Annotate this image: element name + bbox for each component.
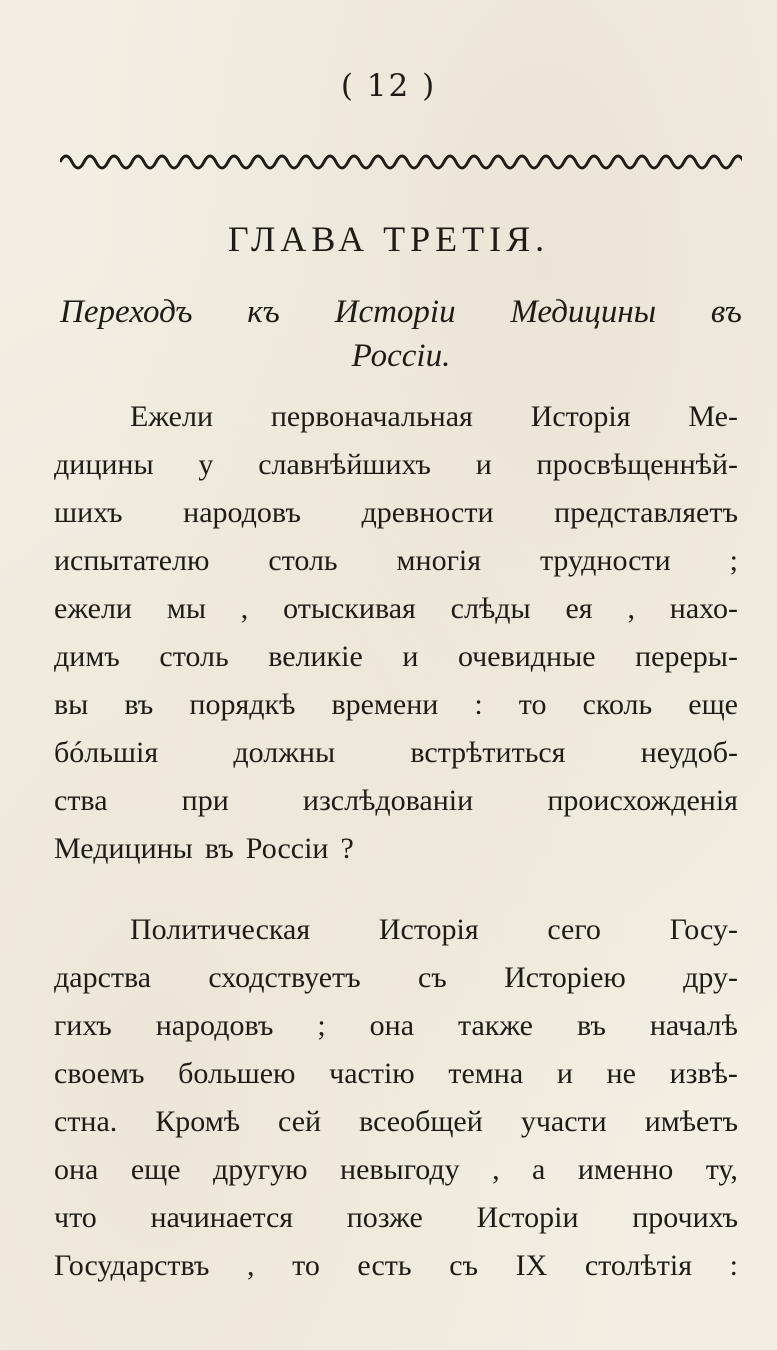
word: она <box>54 1153 99 1186</box>
chapter-title: ГЛАВА ТРЕТІЯ. <box>227 219 550 259</box>
word: имѣетъ <box>644 1105 738 1138</box>
word: ства <box>54 784 108 817</box>
word: Исторіи <box>476 1201 579 1234</box>
word: Медицины <box>54 832 193 865</box>
word: еще <box>688 688 738 721</box>
word: гихъ <box>54 1009 112 1042</box>
word: ; <box>317 1009 326 1042</box>
word: народовъ <box>155 1009 274 1042</box>
word: испытателю <box>54 544 210 577</box>
text-line <box>54 393 738 441</box>
word: дарства <box>54 961 152 994</box>
subtitle-line: Россіи. <box>351 338 451 374</box>
word: встрѣтиться <box>410 736 566 769</box>
subtitle-word: Медицины <box>510 294 657 330</box>
word: въ <box>576 1009 606 1042</box>
word: въ <box>204 832 234 865</box>
word: также <box>457 1009 533 1042</box>
word: у <box>198 448 214 481</box>
word: столь <box>268 544 338 577</box>
word: мы <box>166 592 206 625</box>
word: времени <box>331 688 439 721</box>
word: сего <box>547 913 601 946</box>
word: и <box>556 1057 573 1090</box>
word: большею <box>178 1057 296 1090</box>
word: бóльшія <box>54 736 159 769</box>
text-line <box>54 1194 738 1242</box>
word: ; <box>729 544 738 577</box>
word: ея <box>565 592 593 625</box>
text-line <box>54 537 738 585</box>
paragraph <box>54 393 738 873</box>
word: то <box>518 688 547 721</box>
word: позже <box>346 1201 423 1234</box>
word: Исторіею <box>504 961 626 994</box>
word: Ме- <box>688 400 738 433</box>
word: ? <box>340 832 354 865</box>
text-line <box>54 441 738 489</box>
word: Ежели <box>130 400 213 433</box>
word: прочихъ <box>632 1201 738 1234</box>
page-number: ( 12 ) <box>340 68 437 104</box>
text-line <box>54 1146 738 1194</box>
word: : <box>474 688 483 721</box>
word: участи <box>520 1105 607 1138</box>
word: она <box>369 1009 415 1042</box>
word: слѣды <box>450 592 531 625</box>
word: началѣ <box>649 1009 738 1042</box>
word: своемъ <box>54 1057 145 1090</box>
text-line <box>54 681 738 729</box>
word: дру- <box>683 961 738 994</box>
word: просвѣщеннѣй- <box>536 448 738 481</box>
subtitle-word: Исторіи <box>334 294 456 330</box>
ornamental-divider <box>60 148 742 170</box>
word: изслѣдованіи <box>302 784 474 817</box>
word: не <box>606 1057 636 1090</box>
word: съ <box>449 1249 479 1282</box>
word: темна <box>448 1057 524 1090</box>
word: первоначальная <box>270 400 473 433</box>
word: извѣ- <box>669 1057 738 1090</box>
word: очевидные <box>457 640 596 673</box>
word: славнѣйшихъ <box>258 448 431 481</box>
word: , <box>240 592 249 625</box>
word: , <box>627 592 635 625</box>
word: представляетъ <box>554 496 738 529</box>
word: нахо- <box>669 592 738 625</box>
word: шихъ <box>54 496 123 529</box>
word: всеобщей <box>359 1105 483 1138</box>
word: дицины <box>54 448 154 481</box>
word: Россіи <box>245 832 329 865</box>
word: народовъ <box>183 496 301 529</box>
subtitle-word: Переходъ <box>60 294 193 330</box>
word: что <box>54 1201 97 1234</box>
word: порядкѣ <box>189 688 296 721</box>
text-line <box>54 1050 738 1098</box>
text-line <box>54 1242 738 1290</box>
word: еще <box>130 1153 181 1186</box>
text-line <box>54 825 738 873</box>
word: при <box>181 784 229 817</box>
word: другую <box>212 1153 308 1186</box>
paragraph <box>54 906 738 1290</box>
word: переры- <box>635 640 738 673</box>
word: Исторія <box>530 400 631 433</box>
word: многія <box>396 544 482 577</box>
word: сходствуетъ <box>208 961 361 994</box>
word: столѣтія <box>584 1249 692 1282</box>
word: димъ <box>54 640 120 673</box>
word: сколь <box>582 688 653 721</box>
text-line <box>54 1002 738 1050</box>
text-line <box>54 954 738 1002</box>
word: столь <box>159 640 229 673</box>
word: начинается <box>150 1201 294 1234</box>
word: , <box>492 1153 500 1186</box>
subtitle-word: въ <box>710 294 742 330</box>
word: Исторія <box>378 913 479 946</box>
subtitle-word: къ <box>247 294 280 330</box>
word: и <box>475 448 492 481</box>
subtitle-line <box>60 290 742 334</box>
text-line <box>54 1098 738 1146</box>
word: , <box>247 1249 255 1282</box>
word: частію <box>329 1057 415 1090</box>
word: сей <box>278 1105 322 1138</box>
word: должны <box>233 736 336 769</box>
word: Политическая <box>130 913 311 946</box>
word: съ <box>417 961 447 994</box>
word: IX <box>515 1249 548 1282</box>
text-line <box>54 633 738 681</box>
word: есть <box>357 1249 412 1282</box>
word: Госу- <box>669 913 738 946</box>
word: трудности <box>539 544 671 577</box>
text-line <box>54 729 738 777</box>
word: отыскивая <box>283 592 416 625</box>
text-line <box>54 906 738 954</box>
chapter-subtitle <box>60 290 742 378</box>
word: ту, <box>705 1153 738 1186</box>
word: происхожденія <box>547 784 738 817</box>
word: великіе <box>268 640 363 673</box>
word: Кромѣ <box>155 1105 241 1138</box>
word: то <box>292 1249 320 1282</box>
word: стна. <box>54 1105 118 1138</box>
word: вы <box>54 688 89 721</box>
word: древности <box>361 496 494 529</box>
text-line <box>54 585 738 633</box>
word: именно <box>577 1153 674 1186</box>
word: и <box>402 640 419 673</box>
word: неудоб- <box>640 736 738 769</box>
text-line <box>54 489 738 537</box>
text-line <box>54 777 738 825</box>
word: невыгоду <box>340 1153 460 1186</box>
word: Государствъ <box>54 1249 210 1282</box>
word: въ <box>124 688 154 721</box>
word: : <box>729 1249 738 1282</box>
word: а <box>532 1153 546 1186</box>
word: ежели <box>54 592 132 625</box>
